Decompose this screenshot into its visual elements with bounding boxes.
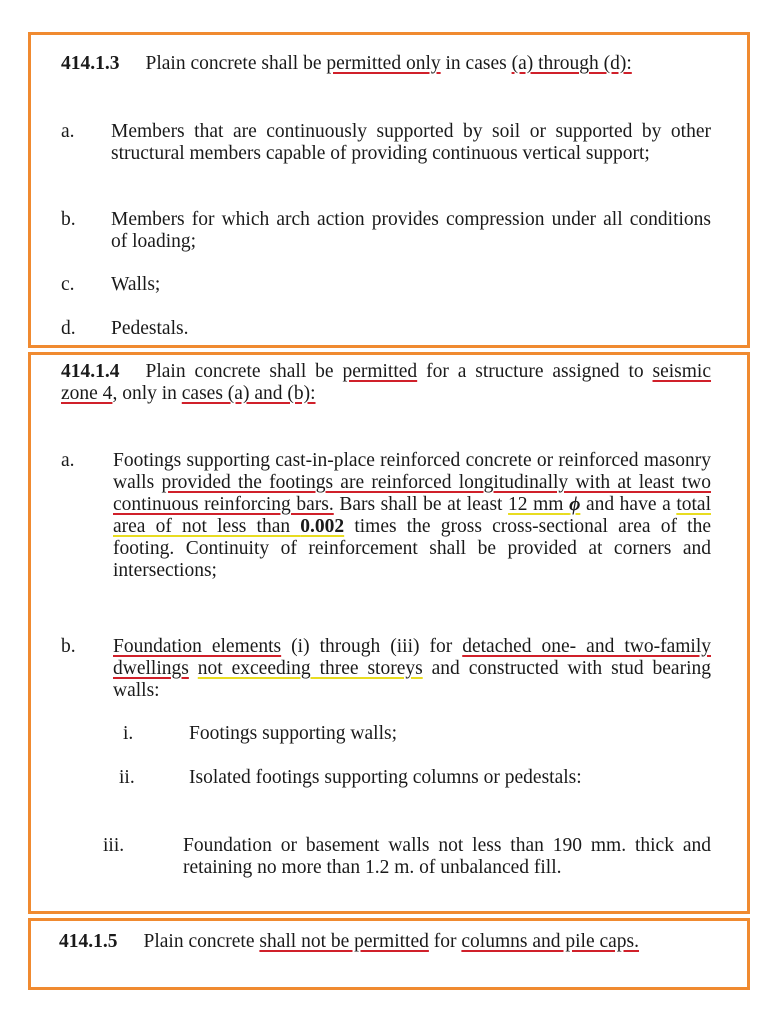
item-text: Walls; [111, 274, 161, 295]
section-number: 414.1.4 [61, 361, 120, 382]
subitem-text: Isolated footings supporting columns or pedestals: [189, 767, 582, 788]
highlight-yellow: total area of not less than 0.002 [113, 494, 711, 537]
highlight-red: Foundation elements [113, 636, 282, 657]
highlight-red: shall not be permitted [259, 931, 429, 952]
item-label: d. [61, 318, 76, 339]
item-text: Members that are continuously supported by soil or supported by other structural members capable of providing continuous vertical support; [111, 121, 711, 164]
highlight-red: permitted only [326, 53, 441, 74]
highlight-red: (a) through (d): [511, 53, 632, 74]
section-number: 414.1.5 [59, 931, 118, 952]
subitem-label: ii. [119, 767, 135, 788]
section-414-1-4-lead: 414.1.4 Plain concrete shall be permitted for a structure assigned to seismic zone 4, only in cases (a) and (b): [61, 361, 712, 404]
section-414-1-5-text: 414.1.5 Plain concrete shall not be permitted for columns and pile caps. [59, 931, 640, 952]
highlight-red: provided the footings are reinforced longitudinally with at least two continuous reinforcing bars. [113, 472, 711, 515]
section-414-1-3-box [28, 32, 750, 348]
highlight-yellow: not exceeding three storeys [197, 658, 423, 679]
subitem-label: iii. [103, 835, 125, 856]
highlight-red: cases (a) and (b): [181, 383, 316, 404]
item-text: Members for which arch action provides compression under all conditions of loading; [111, 209, 711, 252]
item-label: c. [61, 274, 75, 295]
item-label: a. [61, 450, 75, 471]
phi-symbol: ϕ [569, 494, 581, 515]
section-414-1-5-box [28, 918, 750, 990]
section-414-1-4-box [28, 352, 750, 914]
highlight-red: columns and pile caps. [461, 931, 640, 952]
subitem-text: Footings supporting walls; [189, 723, 398, 744]
highlight-yellow: 12 mm ϕ [508, 494, 581, 515]
highlight-red: seismic zone 4 [61, 361, 712, 404]
highlight-red: detached one- and two-family dwellings [113, 636, 711, 679]
item-label: a. [61, 121, 75, 142]
highlight-red: permitted [342, 361, 418, 382]
item-label: b. [61, 209, 76, 230]
item-label: b. [61, 636, 76, 657]
section-number: 414.1.3 [61, 53, 120, 74]
item-b-text: Foundation elements (i) through (iii) for detached one- and two-family dwellings not exceeding three storeys and constructed with stud bearing walls: [113, 636, 711, 701]
subitem-label: i. [123, 723, 134, 744]
item-a-text: Footings supporting cast-in-place reinforced concrete or reinforced masonry walls provided the footings are reinforced longitudinally with at least two continuous reinforcing bars. Bars shall be at least 12 mm ϕ and have a total area of not less than 0.002 times the gross cross-sectional area of the footing. Continuity of reinforcement shall be provided at corners and intersections; [113, 450, 711, 581]
section-414-1-3-lead: 414.1.3 Plain concrete shall be permitted only in cases (a) through (d): [61, 53, 632, 74]
item-text: Pedestals. [111, 318, 189, 339]
subitem-text: Foundation or basement walls not less than 190 mm. thick and retaining no more than 1.2 m. of unbalanced fill. [183, 835, 711, 878]
